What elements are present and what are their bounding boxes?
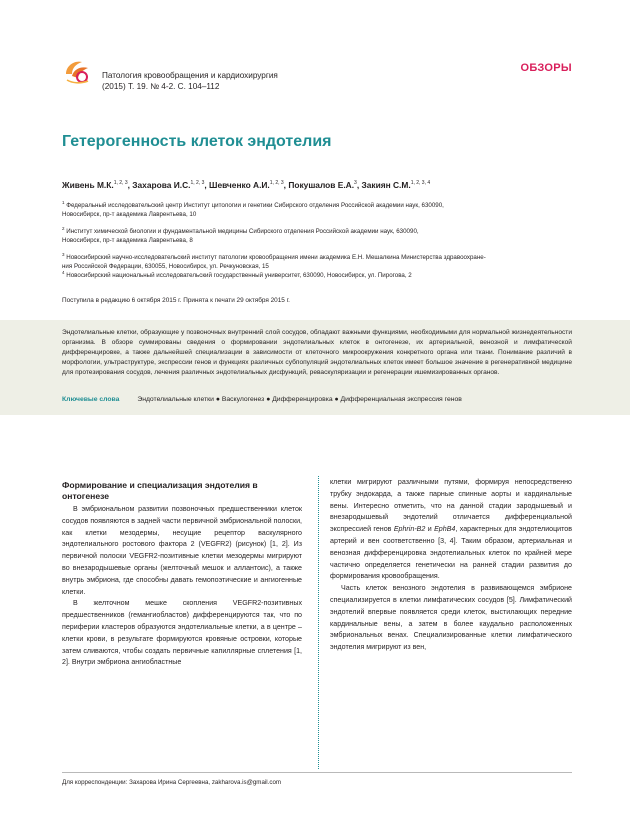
journal-name: Патология кровообращения и кардиохирургия xyxy=(102,71,278,80)
author-name: Закиян С.М. xyxy=(361,180,411,190)
column-divider xyxy=(318,476,319,769)
keyword: Дифференциальная экспрессия генов xyxy=(340,396,462,403)
affiliation xyxy=(62,224,582,245)
author-name: Покушалов Е.А. xyxy=(288,180,355,190)
author-list: Живень М.К.$^{1, 2, 3}$, Захарова И.С.$^{1, 2, 3}$, Шевченко А.И.$^{1, 2, 3}$, Покушалов Е.А.$^3$, Закиян С.М.$^{1, 2, 3, 4}$ xyxy=(62,180,431,190)
affil-text: Новосибирск, пр-т академика Лаврентьева, 8 xyxy=(62,237,193,245)
affil-number: 4 xyxy=(62,270,65,275)
keyword-separator-icon: ● xyxy=(215,396,220,403)
keyword: Дифференцировка xyxy=(272,396,333,403)
keywords-label: Ключевые слова xyxy=(62,396,120,403)
footer-divider xyxy=(62,772,572,773)
text-run: и xyxy=(425,525,435,534)
affiliation xyxy=(62,268,582,280)
author-name: Захарова И.С. xyxy=(132,180,191,190)
abstract-text: Эндотелиальные клетки, образующие у позвоночных внутренний слой сосудов, обладают важными функциями, необходимыми для нормальной жизнедеятельности организма. В обзоре суммированы сведения о формировании эндотелиальных клеток в онтогенезе, их артериальной, венозной и лимфатической дифференцировке, а также дальнейшей специализации в зависимости от клеточного микроокружения конкретного органа или ткани. Понимание различий в морфологии, ультраструктуре, экспрессии генов и функциях различных субпопуляций эндотелиальных клеток имеет большое значение в регенеративной медицине для протезирования сосудов, лечения различных эндотелиальных дисфункций, реваскуляризации и регенерации ишемизированных органов. xyxy=(62,329,572,376)
text-run: , характерных для эндотелиоцитов артерий и вен соответственно [3, 4]. Таким образом, артериальная и венозная дифференцировка эндотелиальных клеток по крайней мере частично определяется генетически на ранней стадии развития до формирования кровообращения. xyxy=(330,525,573,581)
body-paragraph xyxy=(330,477,572,583)
journal-citation xyxy=(102,70,278,92)
left-column xyxy=(62,504,302,669)
author-affil-sup: 1, 2, 3 xyxy=(269,180,284,187)
right-column xyxy=(330,477,572,654)
affil-text: ния Российской Федерации, 630055, Новосибирск, ул. Речкуновская, 15 xyxy=(62,263,269,271)
section-heading: Формирование и специализация эндотелия в онтогенезе xyxy=(62,480,258,501)
body-paragraph: Часть клеток венозного эндотелия в развивающемся эмбрионе специализируется в клетки лимфатических сосудов [5]. Лимфатический эндотелий впервые появляется среди клеток, выстилающих передние кардинальные вены, а затем в более каудально расположенных эмбриональных венах. Специализированные клетки лимфатического эндотелия мигрируют из вен, xyxy=(330,584,572,652)
affil-number: 3 xyxy=(62,252,65,257)
affil-text: Институт химической биологии и фундаментальной медицины Сибирского отделения Российской академии наук, 630090, xyxy=(66,228,419,236)
affil-text: Новосибирский научно-исследовательский институт патологии кровообращения имени академика Е.Н. Мешалкина Министерства здравоохране- xyxy=(66,254,486,262)
keyword: Эндотелиальные клетки xyxy=(137,396,214,403)
author-affil-sup: 3 xyxy=(354,180,357,187)
section-label: ОБЗОРЫ xyxy=(520,62,572,74)
affil-number: 2 xyxy=(62,226,65,231)
received-dates: Поступила в редакцию 6 октября 2015 г. Принята к печати 29 октября 2015 г. xyxy=(62,297,290,304)
author-affil-sup: 1, 2, 3 xyxy=(190,180,205,187)
journal-volume: (2015) Т. 19. № 4-2. С. 104–112 xyxy=(102,82,220,91)
author-name: Шевченко А.И. xyxy=(209,180,270,190)
affil-text: Новосибирский национальный исследовательский государственный университет, 630090, Новосибирск, ул. Пирогова, 2 xyxy=(66,272,412,280)
keywords-row xyxy=(62,396,462,403)
affil-text: Новосибирск, пр-т академика Лаврентьева, 10 xyxy=(62,211,197,219)
keyword: Васкулогенез xyxy=(221,396,265,403)
author-affil-sup: 1, 2, 3, 4 xyxy=(410,180,431,187)
journal-logo-icon xyxy=(62,56,92,86)
affiliation xyxy=(62,198,582,219)
body-paragraph: В эмбриональном развитии позвоночных предшественники клеток сосудов появляются в задней части первичной эмбриональной полоски, как клетки мезодермы, несущие рецептор васкулярного эндотелиального ростового фактора 2 (VEGFR2) (рисунок) [1, 2]. Из первичной полоски VEGFR2-позитивные клетки мезодермы мигрируют во внезародышевые органы (желточный мешок и аллантоис), а также внутрь эмбриона, где способны давать гемопоэтические и ангиогенные клетки. xyxy=(62,505,302,596)
gene-name: EphB4 xyxy=(434,525,456,534)
keyword-separator-icon: ● xyxy=(334,396,339,403)
gene-name: Ephrin-B2 xyxy=(393,525,426,534)
affil-text: Федеральный исследовательский центр Институт цитологии и генетики Сибирского отделения Российской академии наук, 630090, xyxy=(66,202,444,210)
author-affil-sup: 1, 2, 3 xyxy=(113,180,128,187)
correspondence-note: Для корреспонденции: Захарова Ирина Сергеевна, zakharova.is@gmail.com xyxy=(62,779,282,786)
article-title: Гетерогенность клеток эндотелия xyxy=(62,133,332,150)
text-run: клетки мигрируют различными путями, формируя непосредственно трубку эндокарда, а также парные спинные аорты и кардинальные вены. Интересно отметить, что на данной стадии зародышевый и внезародышевый эндотелий отличается дифференциальной экспрессией генов xyxy=(330,478,572,534)
author-name: Живень М.К. xyxy=(62,180,114,190)
affil-number: 1 xyxy=(62,200,65,205)
body-paragraph: В желточном мешке скопления VEGFR2-позитивных предшественников (гемангиобластов) дифференцируются так, что по периферии кластеров образуются эндотелиальные клетки, а в центре – клетки крови, в результате формируются кровяные островки, которые затем сливаются, чтобы создать первичные капиллярные сплетения [1, 2]. Внутри эмбриона ангиобластные xyxy=(62,599,302,667)
keyword-separator-icon: ● xyxy=(266,396,271,403)
